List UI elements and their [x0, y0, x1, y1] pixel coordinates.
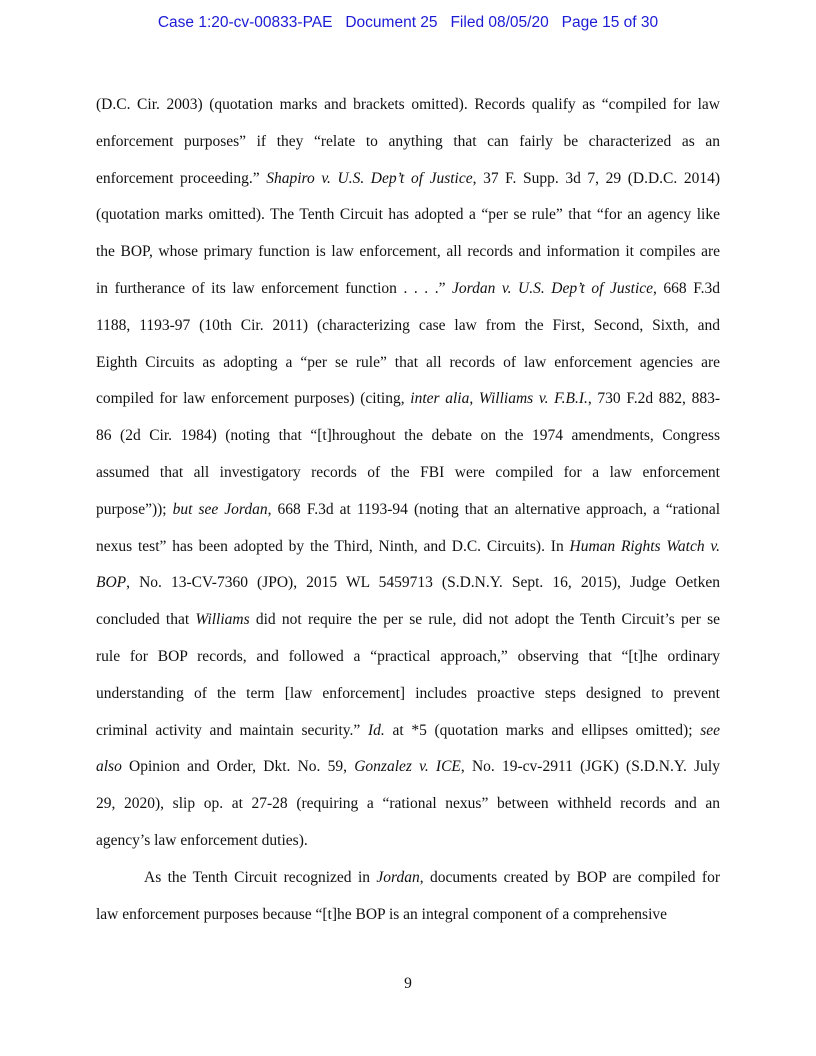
text-line	[96, 719, 720, 756]
text-run: , 730 F.2d 882, 883-	[587, 390, 721, 408]
text-line	[96, 645, 720, 682]
text-run: , No. 13-CV-7360 (JPO), 2015 WL 5459713 (S.D.N.Y. Sept. 16, 2015), Judge Oetken	[126, 574, 720, 592]
text-line	[96, 866, 720, 903]
italic-citation: Human Rights Watch v.	[569, 537, 720, 555]
italic-citation: see	[700, 721, 720, 739]
text-run: , 37 F. Supp. 3d 7, 29 (D.D.C. 2014)	[472, 169, 720, 187]
text-run: understanding of the term [law enforcement] includes proactive steps designed to prevent	[96, 684, 720, 702]
italic-citation: also	[96, 758, 122, 776]
text-run: enforcement purposes” if they “relate to anything that can fairly be characterized as an	[96, 132, 720, 150]
text-line	[96, 424, 720, 461]
text-run: (quotation marks omitted). The Tenth Circuit has adopted a “per se rule” that “for an agency like	[96, 206, 720, 224]
page-number: 9	[404, 975, 412, 992]
text-run: enforcement proceeding.”	[96, 169, 267, 187]
text-line	[96, 571, 720, 608]
italic-citation: Id.	[367, 721, 385, 739]
italic-citation: Williams v. F.B.I.	[478, 390, 588, 408]
text-run: in furtherance of its law enforcement function . . . .”	[96, 279, 452, 297]
text-line	[96, 682, 720, 719]
text-line	[96, 535, 720, 572]
text-run: Opinion and Order, Dkt. No. 59,	[121, 758, 355, 776]
text-run: at *5 (quotation marks and ellipses omitted);	[384, 721, 701, 739]
text-line	[96, 387, 720, 424]
text-line	[96, 461, 720, 498]
text-line	[96, 608, 720, 645]
text-run: criminal activity and maintain security.”	[96, 721, 368, 739]
text-run: assumed that all investigatory records of the FBI were compiled for a law enforcement	[96, 463, 720, 481]
body-text	[96, 93, 720, 939]
italic-citation: Jordan v. U.S. Dep’t of Justice	[452, 279, 654, 297]
italic-citation: inter alia	[410, 390, 470, 408]
text-run: law enforcement purposes because “[t]he BOP is an integral component of a comprehensive	[96, 905, 668, 923]
italic-citation: Shapiro v. U.S. Dep’t of Justice	[266, 169, 473, 187]
italic-citation: but see Jordan	[172, 500, 268, 518]
italic-citation: Jordan	[376, 868, 420, 886]
text-run: 29, 2020), slip op. at 27-28 (requiring a “rational nexus” between withheld records and an	[96, 795, 720, 813]
text-run: As the Tenth Circuit recognized in	[144, 868, 377, 886]
text-run: , 668 F.3d	[653, 279, 720, 297]
text-run: rule for BOP records, and followed a “practical approach,” observing that “[t]he ordinary	[96, 647, 720, 665]
text-run: nexus test” has been adopted by the Third, Ninth, and D.C. Circuits). In	[96, 537, 570, 555]
text-line	[96, 498, 720, 535]
text-run: ,	[469, 390, 479, 408]
italic-citation: BOP	[96, 574, 127, 592]
text-line	[96, 792, 720, 829]
case-header: Case 1:20-cv-00833-PAE Document 25 Filed 08/05/20 Page 15 of 30	[157, 14, 659, 31]
text-run: 1188, 1193-97 (10th Cir. 2011) (characterizing case law from the First, Second, Sixth, and	[96, 316, 720, 334]
text-line	[96, 314, 720, 351]
text-line	[96, 203, 720, 240]
text-run: , 668 F.3d at 1193-94 (noting that an alternative approach, a “rational	[267, 500, 720, 518]
text-line	[96, 277, 720, 314]
text-run: the BOP, whose primary function is law enforcement, all records and information it compiles are	[96, 243, 720, 261]
text-line	[96, 240, 720, 277]
text-line	[96, 93, 720, 130]
text-line	[96, 351, 720, 388]
text-run: agency’s law enforcement duties).	[96, 831, 308, 849]
text-run: concluded that	[96, 611, 196, 629]
text-line	[96, 755, 720, 792]
text-run: 86 (2d Cir. 1984) (noting that “[t]hroughout the debate on the 1974 amendments, Congress	[96, 427, 720, 445]
text-run: did not require the per se rule, did not adopt the Tenth Circuit’s per se	[249, 611, 720, 629]
text-run: purpose”));	[96, 500, 173, 518]
text-run: , documents created by BOP are compiled for	[419, 868, 721, 886]
text-run: (D.C. Cir. 2003) (quotation marks and brackets omitted). Records qualify as “compiled for law	[96, 96, 720, 113]
text-run: compiled for law enforcement purposes) (citing,	[96, 390, 411, 408]
italic-citation: Gonzalez v. ICE	[354, 758, 461, 776]
text-run: Eighth Circuits as adopting a “per se rule” that all records of law enforcement agencies are	[96, 353, 720, 371]
text-line	[96, 130, 720, 167]
italic-citation: Williams	[195, 611, 250, 629]
text-line	[96, 829, 720, 866]
text-line	[96, 167, 720, 204]
text-run: , No. 19-cv-2911 (JGK) (S.D.N.Y. July	[460, 758, 720, 776]
text-line	[96, 903, 720, 940]
